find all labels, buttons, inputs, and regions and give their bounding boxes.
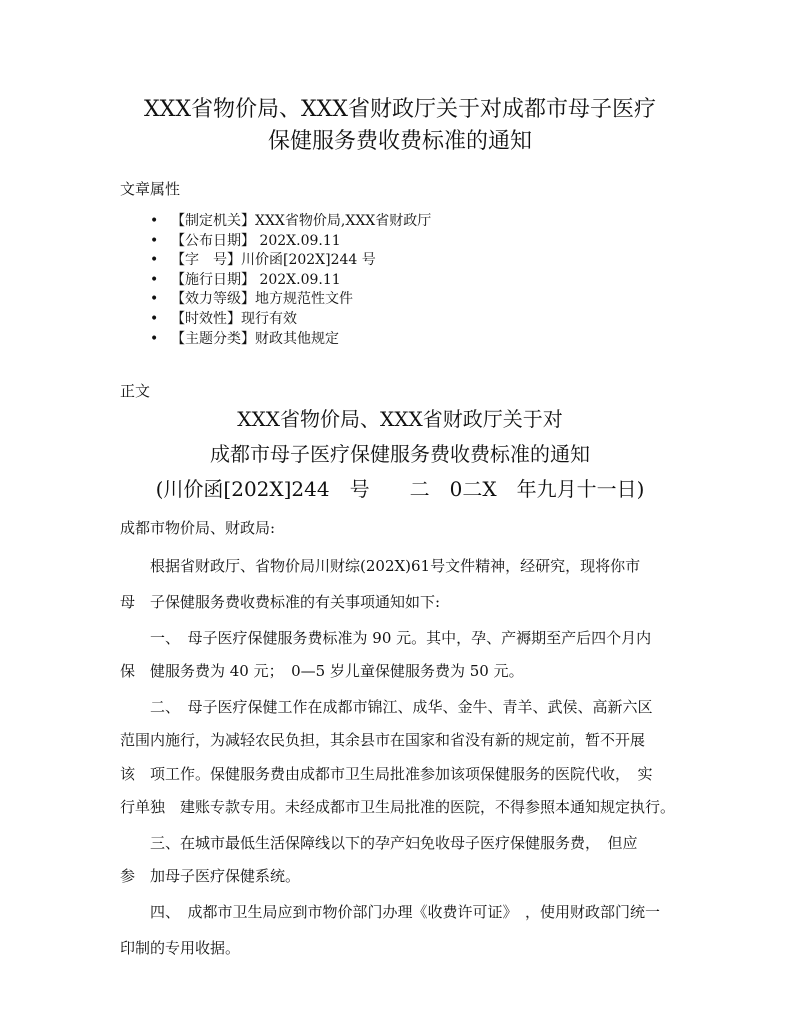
paragraph-line: 四、 成都市卫生局应到市物价部门办理《收费许可证》 ，使用财政部门统一 bbox=[150, 903, 661, 921]
attribute-publish-date: • 【公布日期】 202X.09.11 bbox=[150, 232, 431, 252]
body-header: 正文 bbox=[120, 382, 151, 400]
document-title-line-1: XXX省物价局、XXX省财政厅关于对成都市母子医疗 bbox=[144, 97, 656, 122]
attribute-topic: • 【主题分类】财政其他规定 bbox=[150, 330, 431, 350]
article-attributes-list bbox=[150, 212, 431, 349]
paragraph-line: 范围内施行，为减轻农民负担，其余县市在国家和省没有新的规定前，暂不开展 bbox=[120, 731, 646, 749]
attribute-effective-date: • 【施行日期】 202X.09.11 bbox=[150, 271, 431, 291]
paragraph-line: 印制的专用收据。 bbox=[120, 939, 241, 957]
attribute-issuing-authority: • 【制定机关】XXX省物价局,XXX省财政厅 bbox=[150, 212, 431, 232]
addressee: 成都市物价局、财政局: bbox=[120, 519, 276, 537]
attribute-legal-level: • 【效力等级】地方规范性文件 bbox=[150, 290, 431, 310]
paragraph-line: 二、 母子医疗保健工作在成都市锦江、成华、金牛、青羊、武侯、高新六区 bbox=[150, 698, 653, 716]
document-title-line-2: 保健服务费收费标准的通知 bbox=[267, 129, 532, 154]
attribute-validity: • 【时效性】现行有效 bbox=[150, 310, 431, 330]
paragraph-line: 行单独 建账专款专用。未经成都市卫生局批准的医院，不得参照本通知规定执行。 bbox=[120, 798, 676, 816]
paragraph-line: 参 加母子医疗保健系统。 bbox=[120, 867, 301, 885]
body-title-line-1: XXX省物价局、XXX省财政厅关于对 bbox=[237, 407, 563, 431]
paragraph-line: 保 健服务费为 40 元； 0—5 岁儿童保健服务费为 50 元。 bbox=[120, 662, 524, 680]
paragraph-line: 三、在城市最低生活保障线以下的孕产妇免收母子医疗保健服务费， 但应 bbox=[150, 834, 638, 852]
attribute-document-number: • 【字 号】川价函[202X]244 号 bbox=[150, 251, 431, 271]
article-attributes-header: 文章属性 bbox=[120, 180, 181, 198]
body-title-line-3: (川价函[202X]244 号 二 0二X 年九月十一日) bbox=[155, 477, 645, 501]
paragraph-line: 该 项工作。保健服务费由成都市卫生局批准参加该项保健服务的医院代收， 实 bbox=[120, 765, 653, 783]
body-title-line-2: 成都市母子医疗保健服务费收费标准的通知 bbox=[210, 442, 590, 466]
paragraph-line: 一、 母子医疗保健服务费标准为 90 元。其中，孕、产褥期至产后四个月内 bbox=[150, 629, 652, 647]
paragraph-line: 母 子保健服务费收费标准的有关事项通知如下: bbox=[120, 593, 441, 611]
paragraph-line: 根据省财政厅、省物价局川财综(202X)61号文件精神，经研究，现将你市 bbox=[150, 557, 641, 575]
